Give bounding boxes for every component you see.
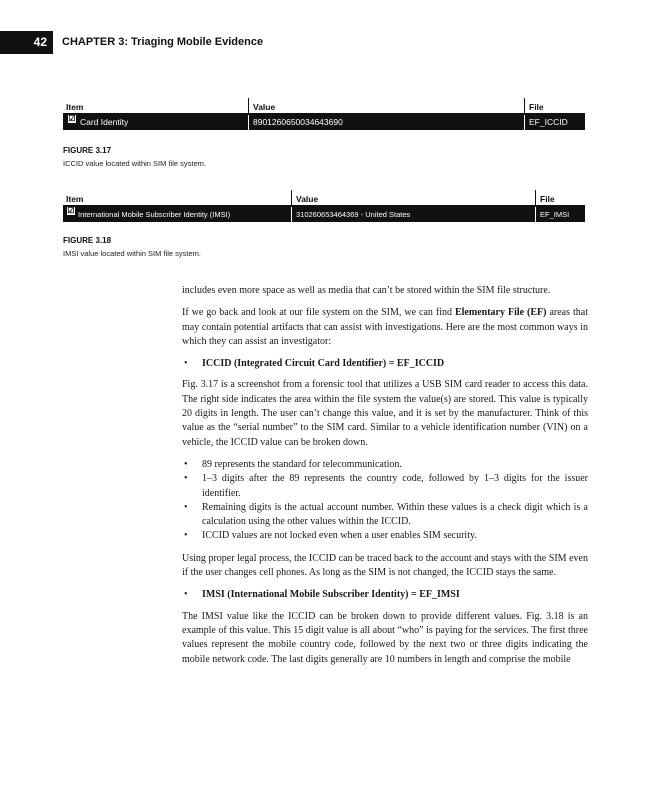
column-file: File bbox=[529, 102, 544, 112]
figure-caption: ICCID value located within SIM file system. bbox=[63, 159, 206, 168]
list-item: • 89 represents the standard for telecommunication. bbox=[182, 458, 588, 472]
list-item: • 1–3 digits after the 89 represents the country code, followed by 1–3 digits for the issuer identifier. bbox=[182, 472, 588, 501]
column-value: Value bbox=[253, 102, 276, 112]
row-file: EF_ICCID bbox=[529, 117, 568, 127]
paragraph: The IMSI value like the ICCID can be broken down to provide different values. Fig. 3.18 is an example of this value. This 15 digit value is all about “who” is paying for the services. The first three values represent the mobile country code, followed by the next two or three digits indicating the mobile network code. The last digits generally are 10 numbers in length and comprise the mobile bbox=[182, 610, 588, 665]
column-file: File bbox=[540, 194, 555, 204]
figure-3-18-table bbox=[63, 190, 585, 222]
row-item: International Mobile Subscriber Identity (IMSI) bbox=[78, 210, 231, 219]
bullet-heading: • ICCID (Integrated Circuit Card Identifier) = EF_ICCID bbox=[182, 357, 588, 371]
figure-label: FIGURE 3.17 bbox=[63, 146, 112, 155]
paragraph: If we go back and look at our file system on the SIM, we can find Elementary File (EF) areas that may contain potential artifacts that can assist with investigations. Here are the most common ways in which they can assist an investigator: bbox=[182, 307, 588, 347]
column-value: Value bbox=[296, 194, 319, 204]
row-item: Card Identity bbox=[80, 117, 129, 127]
checkbox-icon[interactable]: ☑ bbox=[67, 206, 75, 215]
table-header bbox=[63, 190, 585, 205]
paragraph: Fig. 3.17 is a screenshot from a forensic tool that utilizes a USB SIM card reader to access this data. The right side indicates the area within the file system the value(s) are stored. This value is typically 20 digits in length. The user can’t change this value, and it is set by the manufacturer. Think of this value as the “serial number” to the SIM card. Similar to a vehicle identification number (VIN) on a vehicle, the ICCID value can be broken down. bbox=[182, 379, 588, 448]
figure-caption: IMSI value located within SIM file system. bbox=[63, 249, 201, 258]
list-item: • ICCID values are not locked even when a user enables SIM security. bbox=[182, 529, 588, 543]
row-file: EF_IMSI bbox=[540, 210, 570, 219]
bullet-heading: • IMSI (International Mobile Subscriber Identity) = EF_IMSI bbox=[182, 588, 588, 602]
figure-3-17-table bbox=[63, 98, 585, 130]
figure-label: FIGURE 3.18 bbox=[63, 236, 112, 245]
page-number: 42 bbox=[0, 31, 53, 54]
paragraph: Using proper legal process, the ICCID can be traced back to the account and stays with the SIM even if the user changes cell phones. As long as the SIM is not changed, the ICCID stays the same. bbox=[182, 552, 588, 579]
table-row bbox=[63, 115, 585, 130]
table-header bbox=[63, 98, 585, 113]
column-item: Item bbox=[66, 102, 84, 112]
table-row bbox=[63, 207, 585, 222]
checkbox-icon[interactable]: ☑ bbox=[68, 114, 76, 123]
list-item: • Remaining digits is the actual account number. Within these values is a check digit which is a calculation using the other values within the ICCID. bbox=[182, 501, 588, 530]
bullet-list bbox=[182, 458, 588, 544]
body-text bbox=[182, 284, 588, 675]
column-item: Item bbox=[66, 194, 84, 204]
chapter-heading: CHAPTER 3: Triaging Mobile Evidence bbox=[62, 36, 264, 48]
row-value: 89012606500346436​90 bbox=[253, 117, 343, 127]
row-value: 310260653464369 - United States bbox=[296, 210, 411, 219]
paragraph: includes even more space as well as media that can’t be stored within the SIM file structure. bbox=[182, 285, 551, 296]
